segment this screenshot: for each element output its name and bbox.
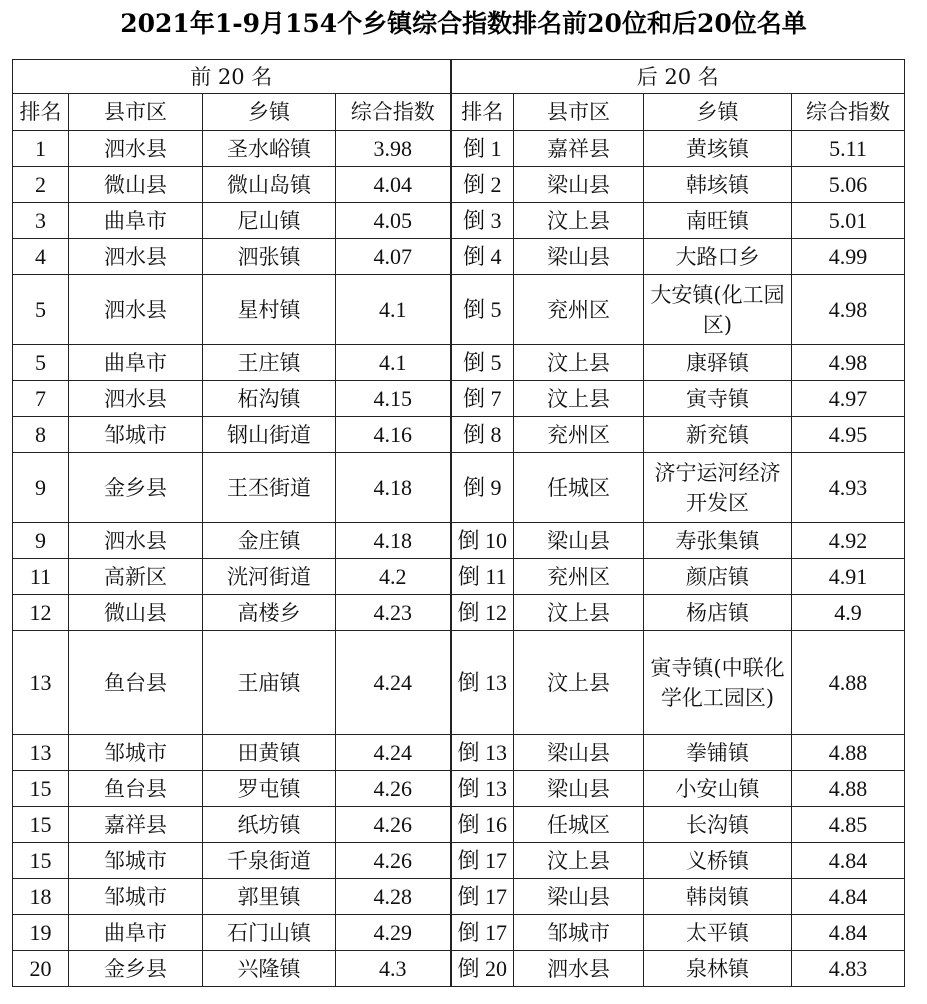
cell-rank-right: 倒 13 [451,735,514,771]
cell-index-left: 4.26 [336,843,451,879]
cell-rank-left: 8 [13,417,69,453]
cell-county-right: 梁山县 [514,735,644,771]
cell-county-left: 鱼台县 [69,771,203,807]
header-town-right: 乡镇 [644,94,792,131]
cell-town-left: 泗张镇 [203,239,336,275]
cell-rank-right: 倒 3 [451,203,514,239]
cell-county-right: 汶上县 [514,843,644,879]
group-header-row [13,60,905,94]
cell-county-left: 鱼台县 [69,631,203,735]
cell-rank-right: 倒 11 [451,559,514,595]
cell-county-left: 高新区 [69,559,203,595]
cell-county-left: 邹城市 [69,843,203,879]
cell-county-left: 微山县 [69,595,203,631]
cell-rank-left: 5 [13,275,69,345]
cell-town-right: 太平镇 [644,915,792,951]
cell-rank-left: 15 [13,807,69,843]
cell-index-left: 4.18 [336,453,451,523]
cell-index-left: 3.98 [336,131,451,167]
cell-county-right: 汶上县 [514,595,644,631]
cell-county-right: 泗水县 [514,951,644,987]
cell-index-right: 4.92 [792,523,905,559]
cell-town-left: 高楼乡 [203,595,336,631]
cell-rank-right: 倒 16 [451,807,514,843]
cell-county-left: 曲阜市 [69,203,203,239]
cell-index-right: 5.11 [792,131,905,167]
header-rank-right: 排名 [451,94,514,131]
cell-county-left: 泗水县 [69,523,203,559]
cell-rank-right: 倒 1 [451,131,514,167]
cell-rank-right: 倒 13 [451,771,514,807]
table-row [13,203,905,239]
cell-town-right: 黄垓镇 [644,131,792,167]
cell-index-left: 4.16 [336,417,451,453]
cell-county-right: 兖州区 [514,417,644,453]
cell-index-left: 4.24 [336,631,451,735]
table-row [13,771,905,807]
cell-town-left: 郭里镇 [203,879,336,915]
table-row [13,915,905,951]
header-index-left: 综合指数 [336,94,451,131]
table-row [13,559,905,595]
cell-index-right: 4.93 [792,453,905,523]
cell-index-right: 4.9 [792,595,905,631]
cell-town-right: 大路口乡 [644,239,792,275]
cell-index-left: 4.04 [336,167,451,203]
header-county-right: 县市区 [514,94,644,131]
cell-index-right: 4.84 [792,915,905,951]
cell-index-left: 4.18 [336,523,451,559]
cell-rank-left: 20 [13,951,69,987]
cell-town-left: 柘沟镇 [203,381,336,417]
cell-town-left: 王庄镇 [203,345,336,381]
cell-town-left: 王丕街道 [203,453,336,523]
cell-town-left: 罗屯镇 [203,771,336,807]
cell-county-left: 金乡县 [69,453,203,523]
header-rank-left: 排名 [13,94,69,131]
cell-rank-right: 倒 12 [451,595,514,631]
cell-index-right: 4.97 [792,381,905,417]
cell-town-right: 寅寺镇(中联化学化工园区) [644,631,792,735]
cell-index-right: 4.83 [792,951,905,987]
cell-rank-right: 倒 20 [451,951,514,987]
cell-town-right: 泉林镇 [644,951,792,987]
cell-county-left: 金乡县 [69,951,203,987]
cell-county-right: 汶上县 [514,381,644,417]
ranking-table [12,59,905,987]
cell-county-right: 梁山县 [514,523,644,559]
cell-rank-left: 9 [13,453,69,523]
group-bottom-20: 后 20 名 [451,60,905,94]
cell-town-left: 千泉街道 [203,843,336,879]
cell-rank-right: 倒 8 [451,417,514,453]
cell-rank-left: 3 [13,203,69,239]
cell-county-left: 微山县 [69,167,203,203]
cell-index-right: 5.06 [792,167,905,203]
cell-town-left: 洸河街道 [203,559,336,595]
cell-index-right: 4.84 [792,843,905,879]
cell-county-right: 兖州区 [514,559,644,595]
cell-county-right: 汶上县 [514,631,644,735]
cell-town-right: 济宁运河经济开发区 [644,453,792,523]
cell-county-left: 曲阜市 [69,345,203,381]
table-row [13,807,905,843]
cell-index-right: 4.99 [792,239,905,275]
cell-town-right: 杨店镇 [644,595,792,631]
cell-county-right: 梁山县 [514,771,644,807]
cell-index-right: 4.91 [792,559,905,595]
cell-index-left: 4.3 [336,951,451,987]
cell-town-left: 田黄镇 [203,735,336,771]
table-row [13,417,905,453]
table-row [13,735,905,771]
cell-county-left: 泗水县 [69,239,203,275]
cell-town-left: 王庙镇 [203,631,336,735]
table-row [13,453,905,523]
cell-town-right: 康驿镇 [644,345,792,381]
cell-index-left: 4.24 [336,735,451,771]
cell-rank-left: 15 [13,771,69,807]
table-row [13,631,905,735]
cell-town-right: 拳铺镇 [644,735,792,771]
cell-index-right: 4.85 [792,807,905,843]
cell-index-left: 4.2 [336,559,451,595]
cell-town-left: 金庄镇 [203,523,336,559]
cell-county-right: 兖州区 [514,275,644,345]
cell-town-left: 圣水峪镇 [203,131,336,167]
cell-county-left: 邹城市 [69,417,203,453]
cell-rank-right: 倒 17 [451,843,514,879]
group-top-20: 前 20 名 [13,60,451,94]
cell-county-right: 嘉祥县 [514,131,644,167]
cell-index-left: 4.15 [336,381,451,417]
cell-county-right: 梁山县 [514,239,644,275]
cell-rank-right: 倒 5 [451,345,514,381]
cell-index-right: 4.88 [792,771,905,807]
cell-rank-left: 2 [13,167,69,203]
cell-index-right: 4.98 [792,345,905,381]
cell-index-left: 4.05 [336,203,451,239]
cell-town-right: 寿张集镇 [644,523,792,559]
table-row [13,381,905,417]
header-index-right: 综合指数 [792,94,905,131]
cell-town-right: 新兖镇 [644,417,792,453]
cell-rank-right: 倒 9 [451,453,514,523]
cell-index-left: 4.26 [336,807,451,843]
cell-index-left: 4.1 [336,345,451,381]
cell-rank-right: 倒 4 [451,239,514,275]
page-title: 2021年1-9月154个乡镇综合指数排名前20位和后20位名单 [120,9,807,38]
cell-index-right: 4.95 [792,417,905,453]
cell-index-right: 5.01 [792,203,905,239]
cell-town-left: 星村镇 [203,275,336,345]
cell-rank-right: 倒 10 [451,523,514,559]
cell-rank-left: 1 [13,131,69,167]
table-row [13,843,905,879]
header-county-left: 县市区 [69,94,203,131]
header-town-left: 乡镇 [203,94,336,131]
cell-town-left: 兴隆镇 [203,951,336,987]
cell-town-right: 小安山镇 [644,771,792,807]
table-row [13,879,905,915]
cell-index-right: 4.88 [792,631,905,735]
cell-town-right: 韩岗镇 [644,879,792,915]
cell-county-left: 邹城市 [69,879,203,915]
cell-index-left: 4.26 [336,771,451,807]
cell-county-right: 梁山县 [514,879,644,915]
cell-index-right: 4.84 [792,879,905,915]
cell-rank-left: 11 [13,559,69,595]
cell-index-left: 4.07 [336,239,451,275]
cell-rank-right: 倒 13 [451,631,514,735]
cell-town-right: 义桥镇 [644,843,792,879]
column-header-row [13,94,905,131]
cell-rank-left: 13 [13,735,69,771]
cell-town-right: 大安镇(化工园区) [644,275,792,345]
cell-county-right: 邹城市 [514,915,644,951]
cell-town-right: 寅寺镇 [644,381,792,417]
cell-rank-right: 倒 17 [451,879,514,915]
cell-index-right: 4.88 [792,735,905,771]
cell-index-left: 4.28 [336,879,451,915]
table-row [13,239,905,275]
cell-town-left: 尼山镇 [203,203,336,239]
cell-rank-right: 倒 5 [451,275,514,345]
cell-rank-right: 倒 7 [451,381,514,417]
cell-rank-left: 7 [13,381,69,417]
cell-town-left: 纸坊镇 [203,807,336,843]
cell-county-right: 汶上县 [514,345,644,381]
cell-town-right: 韩垓镇 [644,167,792,203]
cell-county-right: 梁山县 [514,167,644,203]
cell-rank-left: 12 [13,595,69,631]
cell-town-right: 颜店镇 [644,559,792,595]
cell-index-left: 4.1 [336,275,451,345]
cell-rank-left: 4 [13,239,69,275]
table-row [13,131,905,167]
table-row [13,951,905,987]
cell-index-right: 4.98 [792,275,905,345]
cell-rank-left: 15 [13,843,69,879]
cell-index-left: 4.23 [336,595,451,631]
cell-county-left: 邹城市 [69,735,203,771]
table-row [13,167,905,203]
cell-index-left: 4.29 [336,915,451,951]
cell-rank-left: 18 [13,879,69,915]
cell-county-left: 泗水县 [69,381,203,417]
cell-county-right: 任城区 [514,807,644,843]
cell-county-left: 曲阜市 [69,915,203,951]
cell-county-right: 任城区 [514,453,644,523]
cell-county-left: 泗水县 [69,131,203,167]
cell-town-left: 石门山镇 [203,915,336,951]
cell-town-right: 长沟镇 [644,807,792,843]
cell-county-left: 泗水县 [69,275,203,345]
cell-rank-right: 倒 17 [451,915,514,951]
table-row [13,345,905,381]
cell-town-left: 微山岛镇 [203,167,336,203]
cell-town-left: 钢山街道 [203,417,336,453]
cell-rank-left: 9 [13,523,69,559]
table-row [13,523,905,559]
table-row [13,275,905,345]
cell-rank-left: 13 [13,631,69,735]
cell-town-right: 南旺镇 [644,203,792,239]
cell-rank-right: 倒 2 [451,167,514,203]
cell-county-left: 嘉祥县 [69,807,203,843]
cell-county-right: 汶上县 [514,203,644,239]
cell-rank-left: 19 [13,915,69,951]
cell-rank-left: 5 [13,345,69,381]
table-row [13,595,905,631]
